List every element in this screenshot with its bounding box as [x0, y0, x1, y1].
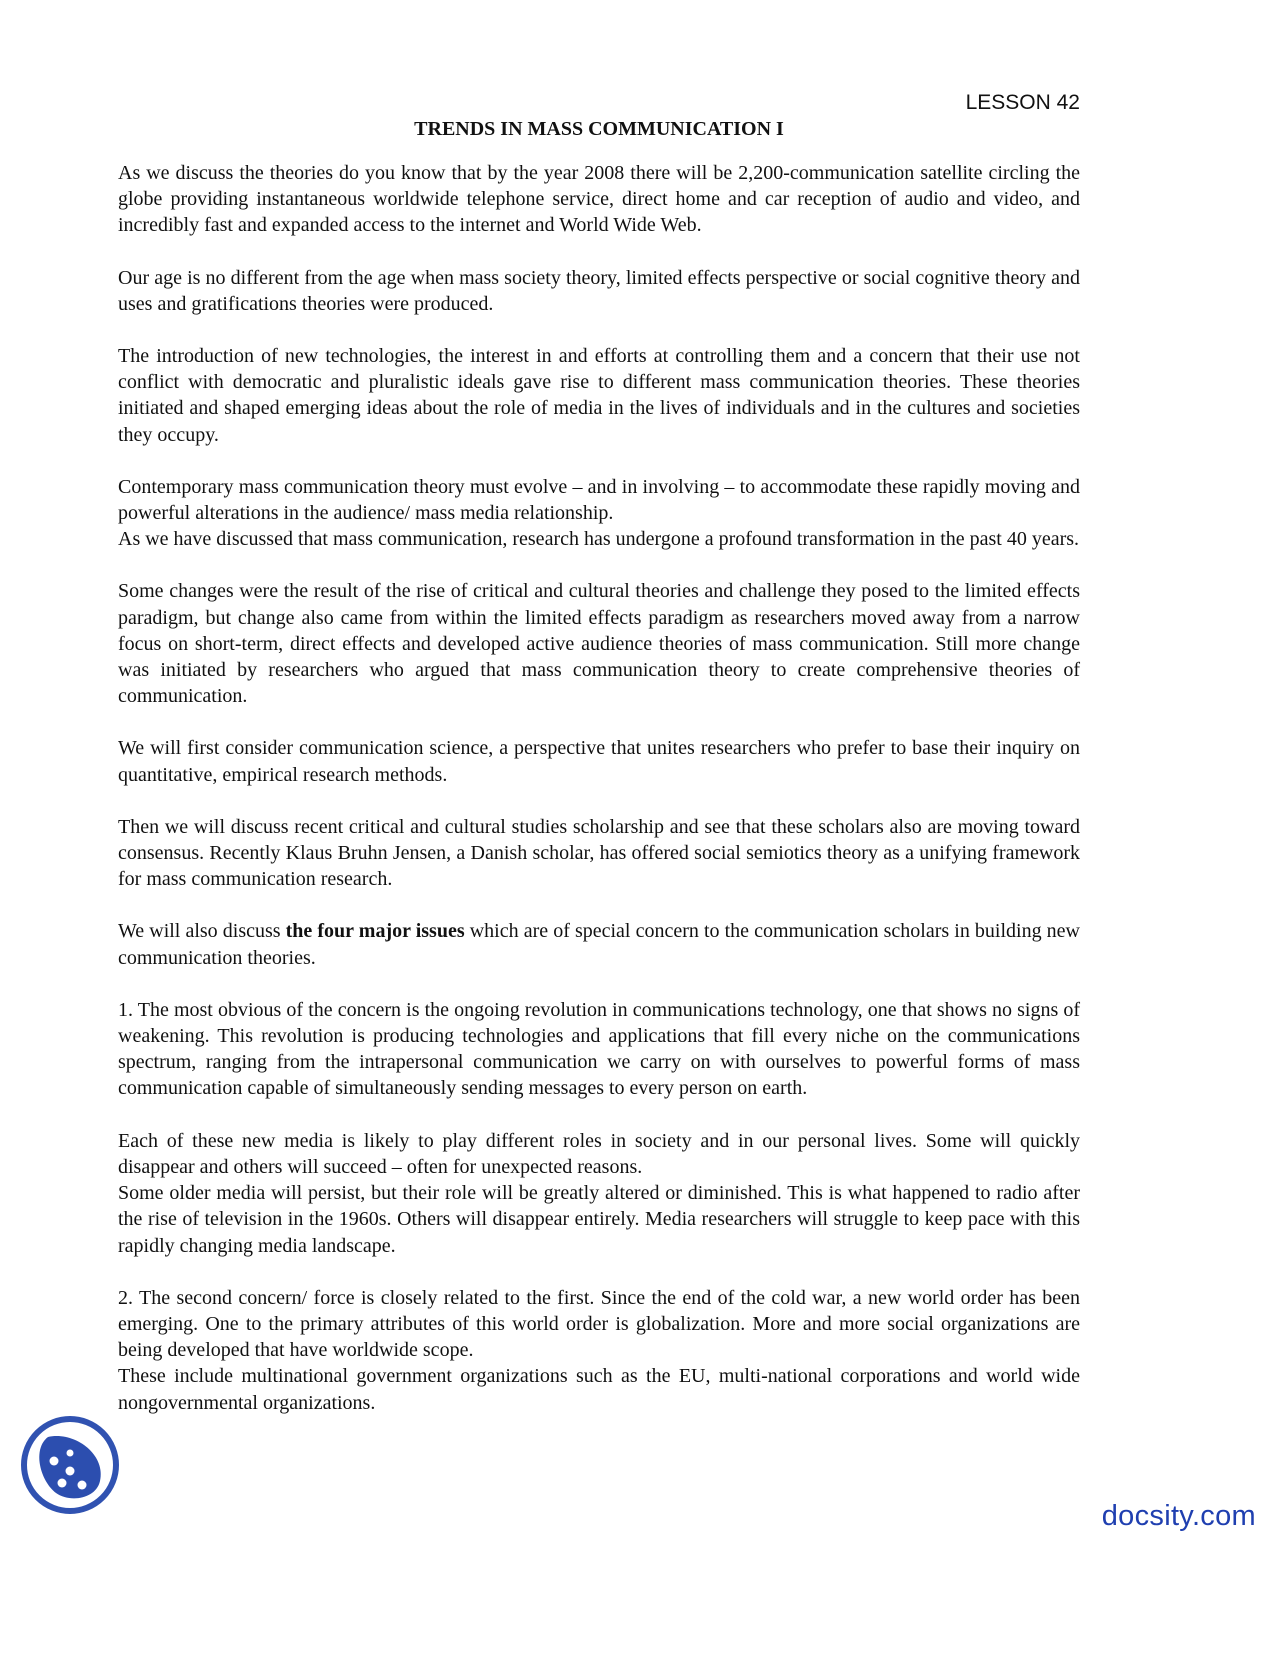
lesson-number: LESSON 42	[965, 91, 1080, 114]
docsity-brand-link[interactable]: docsity.com	[1101, 1500, 1256, 1532]
paragraph-3: The introduction of new technologies, the interest in and efforts at controlling them and a concern that their use not conflict with democratic and pluralistic ideals gave rise to different mass communication theories. These theories initiated and shaped emerging ideas about the role of media in the lives of individuals and in the cultures and societies they occupy.	[118, 345, 1080, 446]
four-major-issues-emphasis: the four major issues	[285, 920, 465, 943]
paragraph-1: As we discuss the theories do you know that by the year 2008 there will be 2,200-communication satellite circling the globe providing instantaneous worldwide telephone service, direct home and car reception of audio and video, and incredibly fast and expanded access to the internet and World Wide Web.	[118, 162, 1080, 237]
paragraph-10b: Some older media will persist, but their role will be greatly altered or diminished. This is what happened to radio after the rise of television in the 1960s. Others will disappear entirely. Media researchers will struggle to keep pace with this rapidly changing media landscape.	[118, 1182, 1080, 1257]
docsity-logo-icon	[18, 1413, 122, 1517]
paragraph-8-start: We will also discuss	[118, 920, 286, 943]
paragraph-8	[118, 918, 1080, 970]
paragraph-6: We will first consider communication science, a perspective that unites researchers who prefer to base their inquiry on quantitative, empirical research methods.	[118, 737, 1080, 786]
paragraph-8-end: which are of special concern to the communication scholars in building new communication theories.	[118, 920, 1080, 969]
paragraph-11a: 2. The second concern/ force is closely related to the first. Since the end of the cold war, a new world order has been emerging. One to the primary attributes of this world order is globalization. More and more social organizations are being developed that have worldwide scope.	[118, 1286, 1080, 1362]
paragraph-7: Then we will discuss recent critical and cultural studies scholarship and see that these scholars also are moving toward consensus. Recently Klaus Bruhn Jensen, a Danish scholar, has offered social semiotics theory as a unifying framework for mass communication research.	[118, 815, 1080, 891]
paragraph-11b: These include multinational government organizations such as the EU, multi-national corporations and world wide nongovernmental organizations.	[118, 1365, 1080, 1414]
paragraph-5: Some changes were the result of the rise of critical and cultural theories and challenge they posed to the limited effects paradigm, but change also came from within the limited effects paradigm as researchers moved away from a narrow focus on short-term, direct effects and developed active audience theories of mass communication. Still more change was initiated by researchers who argued that mass communication theory to create comprehensive theories of communication.	[118, 580, 1080, 708]
paragraph-4b: As we have discussed that mass communication, research has undergone a profound transformation in the past 40 years.	[118, 528, 1080, 551]
paragraph-10a: Each of these new media is likely to play different roles in society and in our personal lives. Some will quickly disappear and others will succeed – often for unexpected reasons.	[118, 1129, 1080, 1178]
paragraph-9: 1. The most obvious of the concern is the ongoing revolution in communications technology, one that shows no signs of weakening. This revolution is producing technologies and applications that fill every niche on the communications spectrum, ranging from the intrapersonal communication we carry on with ourselves to powerful forms of mass communication capable of simultaneously sending messages to every person on earth.	[118, 998, 1080, 1100]
document-page	[118, 90, 1080, 1442]
paragraph-2: Our age is no different from the age when mass society theory, limited effects perspective or social cognitive theory and uses and gratifications theories were produced.	[118, 266, 1080, 315]
page-title: TRENDS IN MASS COMMUNICATION I	[414, 118, 784, 140]
paragraph-4a: Contemporary mass communication theory must evolve – and in involving – to accommodate these rapidly moving and powerful alterations in the audience/ mass media relationship.	[118, 475, 1080, 525]
